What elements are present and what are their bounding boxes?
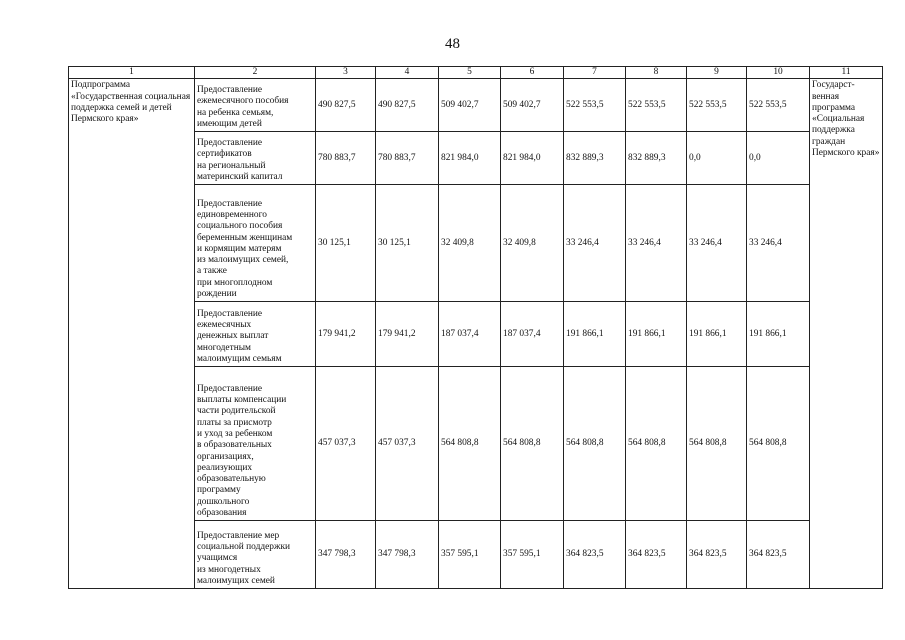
header-row [69, 67, 883, 79]
value-cell: 187 037,4 [501, 302, 564, 367]
value-cell: 347 798,3 [316, 521, 376, 589]
value-cell: 522 553,5 [687, 79, 747, 132]
value-cell: 191 866,1 [626, 302, 687, 367]
subprogram-cell: Подпрограмма «Государственная социальная поддержка семей и детей Пермского края» [69, 79, 195, 589]
value-cell: 191 866,1 [687, 302, 747, 367]
measure-label: Предоставление ежемесячного пособия на ребенка семьям, имеющим детей [195, 79, 316, 132]
table-row [69, 79, 883, 132]
budget-table [68, 66, 883, 589]
value-cell: 457 037,3 [376, 367, 439, 521]
value-cell: 187 037,4 [439, 302, 501, 367]
header-cell: 9 [687, 67, 747, 79]
value-cell: 564 808,8 [747, 367, 810, 521]
measure-label: Предоставление мер социальной поддержки учащимся из многодетных малоимущих семей [195, 521, 316, 589]
value-cell: 490 827,5 [376, 79, 439, 132]
header-cell: 7 [564, 67, 626, 79]
value-cell: 179 941,2 [376, 302, 439, 367]
value-cell: 564 808,8 [439, 367, 501, 521]
value-cell: 780 883,7 [376, 132, 439, 185]
value-cell: 564 808,8 [687, 367, 747, 521]
header-cell: 8 [626, 67, 687, 79]
header-cell: 3 [316, 67, 376, 79]
value-cell: 564 808,8 [501, 367, 564, 521]
state-program-cell: Государст- венная программа «Социальная поддержка граждан Пермского края» [810, 79, 883, 589]
value-cell: 522 553,5 [564, 79, 626, 132]
value-cell: 821 984,0 [501, 132, 564, 185]
value-cell: 564 808,8 [564, 367, 626, 521]
value-cell: 780 883,7 [316, 132, 376, 185]
value-cell: 832 889,3 [626, 132, 687, 185]
value-cell: 364 823,5 [626, 521, 687, 589]
value-cell: 564 808,8 [626, 367, 687, 521]
value-cell: 364 823,5 [687, 521, 747, 589]
value-cell: 30 125,1 [316, 185, 376, 302]
value-cell: 33 246,4 [687, 185, 747, 302]
value-cell: 357 595,1 [501, 521, 564, 589]
header-cell: 5 [439, 67, 501, 79]
value-cell: 357 595,1 [439, 521, 501, 589]
value-cell: 33 246,4 [564, 185, 626, 302]
measure-label: Предоставление выплаты компенсации части родительской платы за присмотр и уход за ребенком в образовательных организациях, реализующих образовательную программу дошкольного образования [195, 367, 316, 521]
value-cell: 832 889,3 [564, 132, 626, 185]
header-cell: 2 [195, 67, 316, 79]
header-cell: 4 [376, 67, 439, 79]
value-cell: 821 984,0 [439, 132, 501, 185]
value-cell: 457 037,3 [316, 367, 376, 521]
header-cell: 6 [501, 67, 564, 79]
value-cell: 522 553,5 [747, 79, 810, 132]
value-cell: 32 409,8 [439, 185, 501, 302]
value-cell: 0,0 [687, 132, 747, 185]
measure-label: Предоставление единовременного социального пособия беременным женщинам и кормящим матерям из малоимущих семей, а также при многоплодном рождении [195, 185, 316, 302]
value-cell: 364 823,5 [564, 521, 626, 589]
value-cell: 522 553,5 [626, 79, 687, 132]
header-cell: 11 [810, 67, 883, 79]
value-cell: 490 827,5 [316, 79, 376, 132]
measure-label: Предоставление сертификатов на региональный материнский капитал [195, 132, 316, 185]
value-cell: 509 402,7 [439, 79, 501, 132]
value-cell: 33 246,4 [626, 185, 687, 302]
measure-label: Предоставление ежемесячных денежных выплат многодетным малоимущим семьям [195, 302, 316, 367]
header-cell: 1 [69, 67, 195, 79]
value-cell: 33 246,4 [747, 185, 810, 302]
value-cell: 32 409,8 [501, 185, 564, 302]
header-cell: 10 [747, 67, 810, 79]
value-cell: 509 402,7 [501, 79, 564, 132]
value-cell: 191 866,1 [564, 302, 626, 367]
value-cell: 191 866,1 [747, 302, 810, 367]
value-cell: 30 125,1 [376, 185, 439, 302]
value-cell: 0,0 [747, 132, 810, 185]
value-cell: 364 823,5 [747, 521, 810, 589]
value-cell: 347 798,3 [376, 521, 439, 589]
page-number: 48 [445, 36, 460, 52]
value-cell: 179 941,2 [316, 302, 376, 367]
